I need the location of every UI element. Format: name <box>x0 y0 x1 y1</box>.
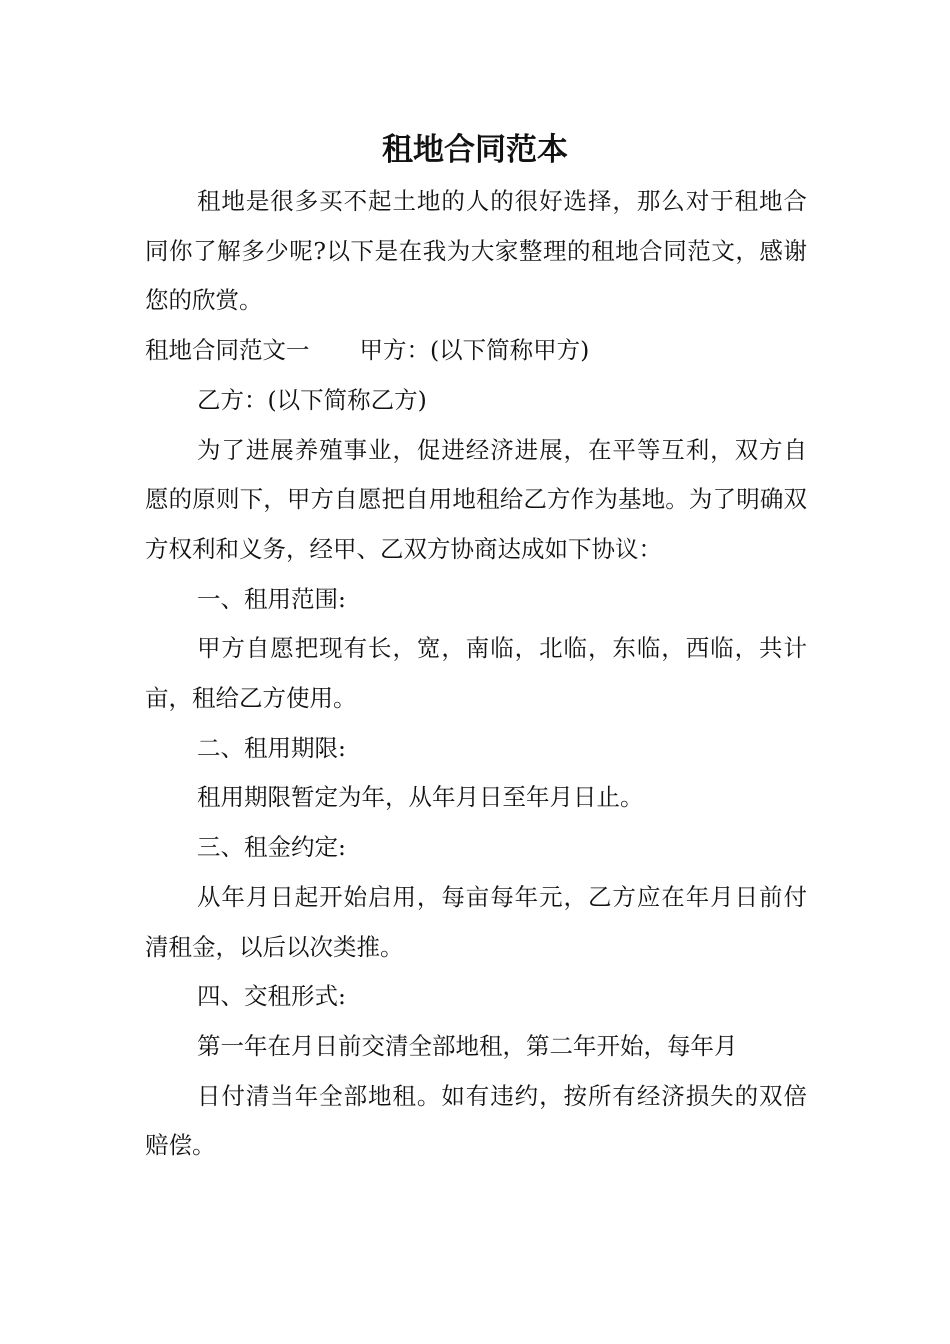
party-a-line: 甲方：(以下简称甲方) <box>359 336 590 365</box>
section-2-heading: 二、租用期限: <box>197 733 346 762</box>
section-2-text: 租用期限暂定为年，从年月日至年月日止。 <box>197 783 644 812</box>
section-1-text: 甲方自愿把现有长，宽，南临，北临，东临，西临，共计 亩，租给乙方使用。 <box>145 634 807 713</box>
section-4-heading: 四、交租形式: <box>197 982 346 1011</box>
document-body <box>145 177 807 1171</box>
section-4-text-line-1: 第一年在月日前交清全部地租，第二年开始，每年月 <box>197 1031 738 1060</box>
preamble-paragraph: 为了进展养殖事业，促进经济进展，在平等互利，双方自愿的原则下，甲方自愿把自用地租给乙方作为基地。为了明确双方权利和义务，经甲、乙双方协商达成如下协议： <box>145 435 807 563</box>
section-1-heading: 一、租用范围: <box>197 584 346 613</box>
section-3-heading: 三、租金约定: <box>197 833 346 862</box>
section-3-text: 从年月日起开始启用，每亩每年元，乙方应在年月日前付清租金，以后以次类推。 <box>145 882 807 961</box>
sample-heading: 租地合同范文一 <box>145 336 310 365</box>
party-b-line: 乙方：(以下简称乙方) <box>197 385 427 414</box>
document-title: 租地合同范本 <box>382 132 568 168</box>
intro-paragraph: 租地是很多买不起土地的人的很好选择，那么对于租地合同你了解多少呢?以下是在我为大家整理的租地合同范文，感谢您的欣赏。 <box>145 187 807 315</box>
sample-heading-line <box>145 326 807 376</box>
section-4-text-rest: 日付清当年全部地租。如有违约，按所有经济损失的双倍赔偿。 <box>145 1081 807 1160</box>
